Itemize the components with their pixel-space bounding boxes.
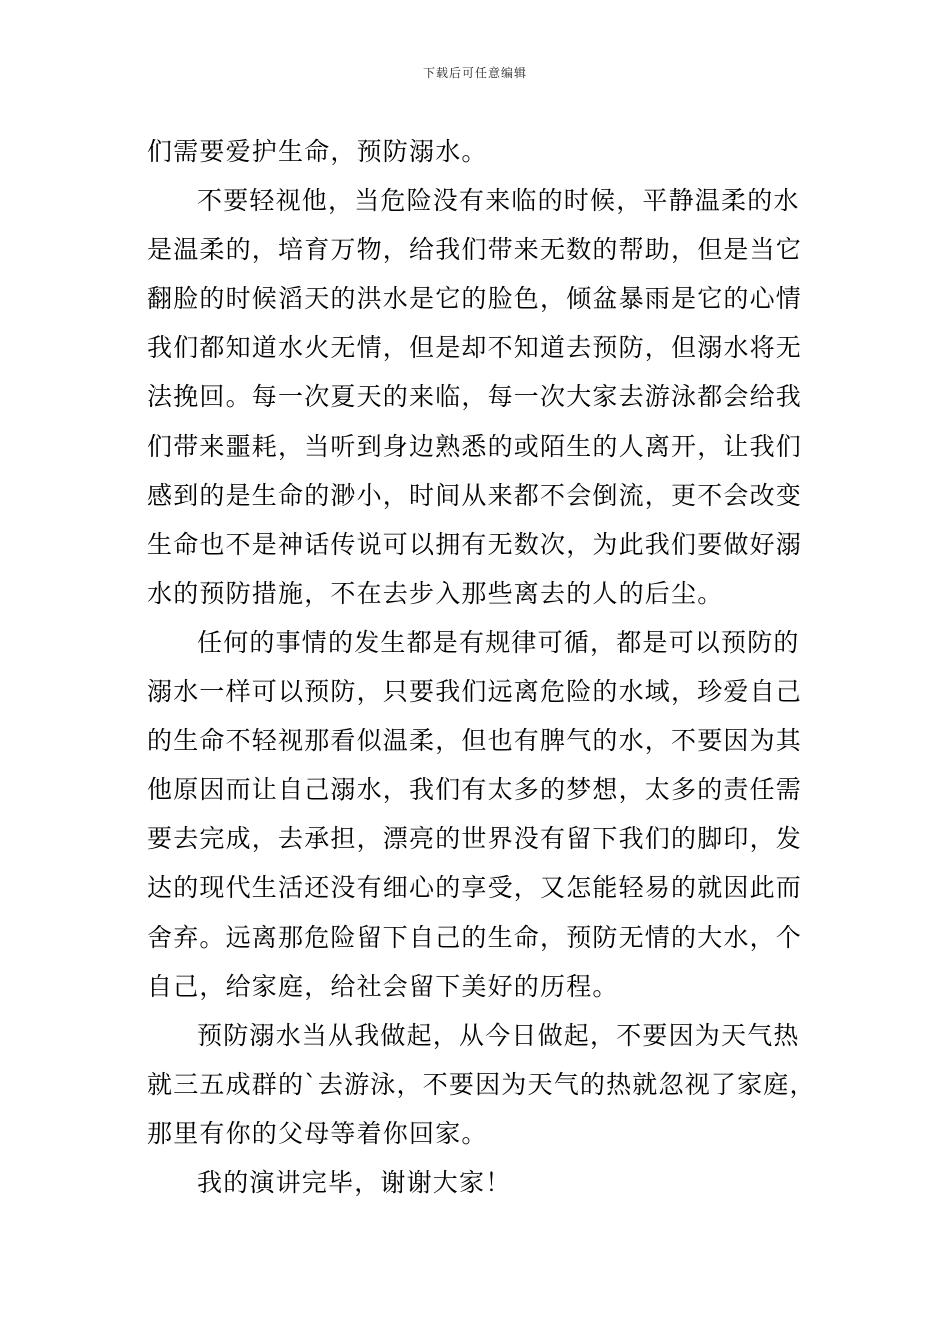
text-line: 自己，给家庭，给社会留下美好的历程。 (147, 971, 619, 1001)
text-line: 生命也不是神话传说可以拥有无数次，为此我们要做好溺 (147, 529, 803, 559)
text-line: 达的现代生活还没有细心的享受，又怎能轻易的就因此而 (147, 873, 803, 903)
text-line: 法挽回。每一次夏天的来临，每一次大家去游泳都会给我 (147, 382, 803, 412)
text-line: 们需要爱护生命，预防溺水。 (147, 137, 488, 166)
text-line: 们带来噩耗，当听到身边熟悉的或陌生的人离开，让我们 (147, 431, 803, 461)
text-line: 的生命不轻视那看似温柔，但也有脾气的水，不要因为其 (147, 726, 803, 756)
text-line: 那里有你的父母等着你回家。 (147, 1118, 488, 1148)
text-line: 不要轻视他，当危险没有来临的时候，平静温柔的水 (197, 186, 800, 216)
text-line: 溺水一样可以预防，只要我们远离危险的水域，珍爱自己 (147, 677, 803, 707)
page-header: 下载后可任意编辑 (422, 66, 527, 80)
text-line: 水的预防措施，不在去步入那些离去的人的后尘。 (147, 578, 724, 608)
document-body (147, 127, 816, 1207)
text-line: 感到的是生命的渺小，时间从来都不会倒流，更不会改变 (147, 480, 803, 510)
text-line: 要去完成，去承担，漂亮的世界没有留下我们的脚印，发 (147, 824, 803, 854)
text-line: 他原因而让自己溺水，我们有太多的梦想，太多的责任需 (147, 775, 803, 805)
text-line: 任何的事情的发生都是有规律可循，都是可以预防的 (197, 627, 800, 657)
text-line: 就三五成群的`去游泳，不要因为天气的热就忽视了家庭， (147, 1069, 816, 1099)
text-line: 我们都知道水火无情，但是却不知道去预防，但溺水将无 (147, 333, 803, 363)
text-line: 舍弃。远离那危险留下自己的生命，预防无情的大水，个 (147, 922, 803, 952)
text-line: 是温柔的，培育万物，给我们带来无数的帮助，但是当它 (147, 235, 803, 265)
text-line: 翻脸的时候滔天的洪水是它的脸色，倾盆暴雨是它的心情 (147, 284, 803, 314)
text-line: 我的演讲完毕，谢谢大家！ (197, 1167, 512, 1197)
text-line: 预防溺水当从我做起，从今日做起，不要因为天气热 (197, 1020, 800, 1050)
